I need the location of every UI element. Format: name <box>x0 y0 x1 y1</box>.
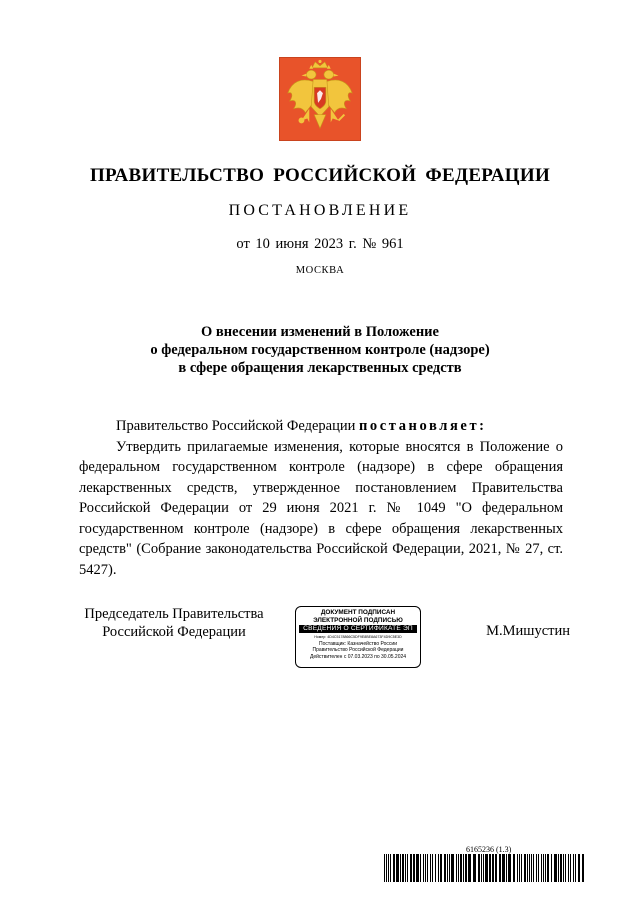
decree-clause <box>79 416 563 437</box>
document-body <box>79 416 563 580</box>
subject-line: о федеральном государственном контроле (надзоре) <box>150 342 490 358</box>
body-paragraph: Утвердить прилагаемые изменения, которые вносятся в Положение о федеральном государственном контроле (надзоре) в сфере обращения лекарственных средств, утвержденное постановлением Правительства Российской Федерации от 29 июня 2021 г. № 1049 "О федеральном государственном контроле (надзоре) в сфере обращения лекарственных средств" (Собрание законодательства Российской Федерации, 2021, № 27, ст. 5427). <box>79 438 563 578</box>
signatory-position-line: Российской Федерации <box>102 624 246 640</box>
signatory-name: М.Мишустин <box>486 623 570 639</box>
government-title: ПРАВИТЕЛЬСТВО РОССИЙСКОЙ ФЕДЕРАЦИИ <box>89 165 551 186</box>
decree-keyword: постановляет: <box>358 418 487 434</box>
subject-line: в сфере обращения лекарственных средств <box>178 360 462 376</box>
stamp-validity: Действителен с 07.03.2023 по 30.05.2024 <box>309 653 407 660</box>
barcode-icon <box>384 854 587 882</box>
signatory-position <box>79 605 269 641</box>
stamp-certificate-bar: СВЕДЕНИЯ О СЕРТИФИКАТЕ ЭП <box>299 625 417 633</box>
barcode-id: 6165236 (1.3) <box>466 845 512 854</box>
stamp-heading-line: ЭЛЕКТРОННОЙ ПОДПИСЬЮ <box>313 616 403 624</box>
document-type: ПОСТАНОВЛЕНИЕ <box>228 202 412 219</box>
stamp-heading <box>296 609 420 624</box>
document-subject <box>0 323 640 377</box>
stamp-heading-line: ДОКУМЕНТ ПОДПИСАН <box>320 609 396 616</box>
stamp-issuer: Поставщик: Казначейство России <box>318 640 397 647</box>
document-date-number: от 10 июня 2023 г. № 961 <box>236 236 404 252</box>
subject-line: О внесении изменений в Положение <box>201 324 439 340</box>
document-city: МОСКВА <box>295 265 345 276</box>
signatory-position-line: Председатель Правительства <box>84 606 264 622</box>
decree-clause-text: Правительство Российской Федерации <box>116 418 359 434</box>
digital-signature-stamp <box>295 606 421 668</box>
stamp-serial: Номер: 4D4C5178866C5DF9E8BE8A673F4D9C5E3D <box>314 635 402 640</box>
stamp-owner: Правительство Российской Федерации <box>312 647 404 654</box>
coat-of-arms-icon <box>279 57 361 141</box>
